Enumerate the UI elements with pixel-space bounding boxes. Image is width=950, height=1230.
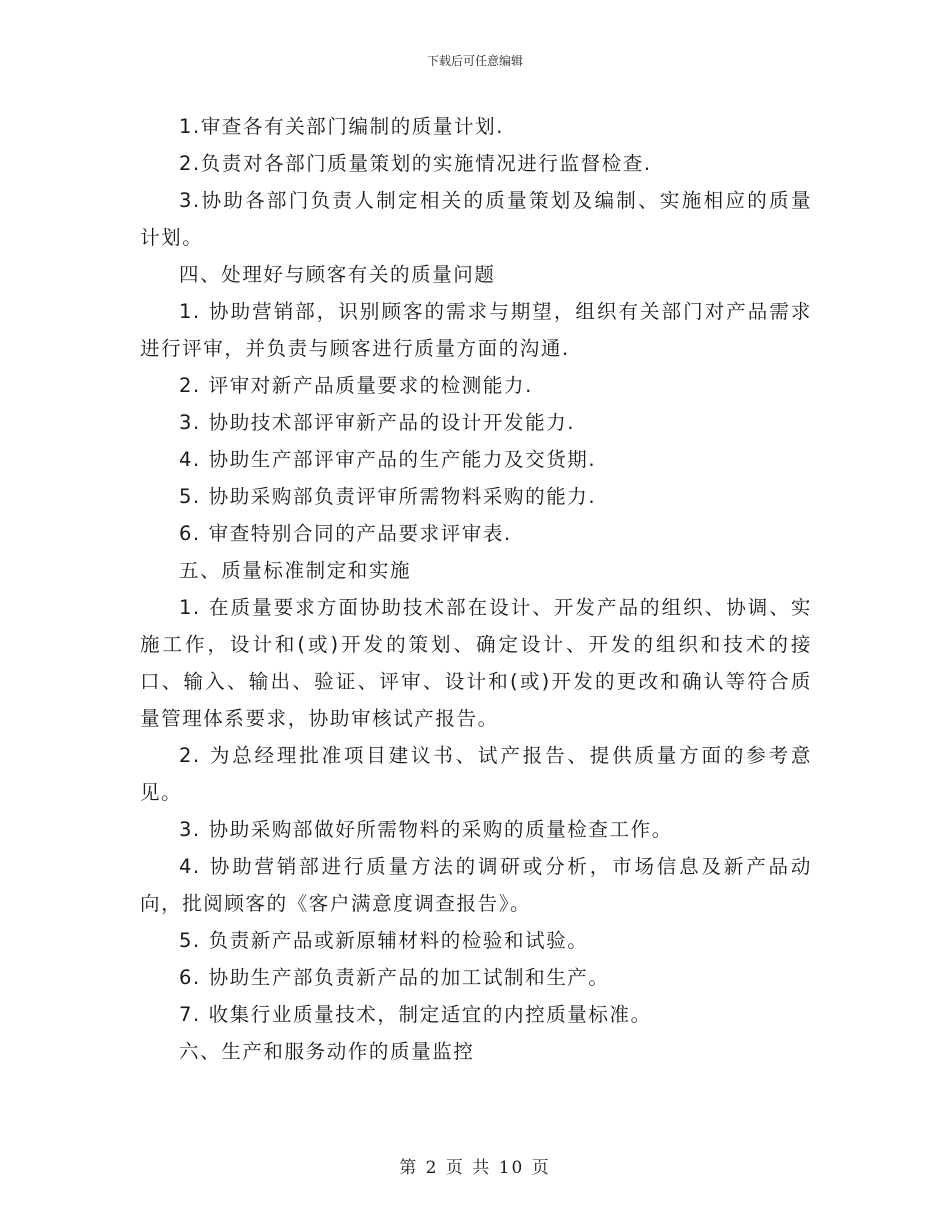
page-number-footer: 第 2 页 共 10 页 xyxy=(399,1158,551,1178)
paragraph: 2. 评审对新产品质量要求的检测能力. xyxy=(179,374,533,397)
paragraph: 5. 负责新产品或新原辅材料的检验和试验。 xyxy=(179,929,589,952)
paragraph: 1. 在质量要求方面协助技术部在设计、开发产品的组织、协调、实施工作，设计和(或)开发的策划、确定设计、开发的组织和技术的接口、输入、输出、验证、评审、设计和(或)开发的更改和确认等符合质量管理体系要求，协助审核试产报告。 xyxy=(140,596,812,730)
paragraph: 2. 为总经理批准项目建议书、试产报告、提供质量方面的参考意见。 xyxy=(140,744,812,804)
document-body xyxy=(140,108,812,1070)
paragraph: 3. 协助采购部做好所需物料的采购的质量检查工作。 xyxy=(179,818,673,841)
paragraph: 7. 收集行业质量技术，制定适宜的内控质量标准。 xyxy=(179,1003,652,1026)
section-heading: 四、处理好与顾客有关的质量问题 xyxy=(179,263,496,286)
paragraph: 5. 协助采购部负责评审所需物料采购的能力. xyxy=(179,485,597,508)
page-header: 下载后可任意编辑 xyxy=(426,54,523,68)
paragraph: 2.负责对各部门质量策划的实施情况进行监督检查. xyxy=(179,152,652,175)
paragraph: 1. 协助营销部，识别顾客的需求与期望，组织有关部门对产品需求进行评审，并负责与顾客进行质量方面的沟通. xyxy=(140,300,812,360)
paragraph: 6. 审查特别合同的产品要求评审表. xyxy=(179,522,512,545)
paragraph: 3.协助各部门负责人制定相关的质量策划及编制、实施相应的质量计划。 xyxy=(140,189,812,249)
paragraph: 4. 协助营销部进行质量方法的调研或分析，市场信息及新产品动向，批阅顾客的《客户满意度调查报告》。 xyxy=(140,855,812,915)
paragraph: 4. 协助生产部评审产品的生产能力及交货期. xyxy=(179,448,597,471)
section-heading: 五、质量标准制定和实施 xyxy=(179,559,412,582)
paragraph: 1.审查各有关部门编制的质量计划. xyxy=(179,115,505,138)
paragraph: 3. 协助技术部评审新产品的设计开发能力. xyxy=(179,411,576,434)
section-heading: 六、生产和服务动作的质量监控 xyxy=(179,1040,475,1063)
paragraph: 6. 协助生产部负责新产品的加工试制和生产。 xyxy=(179,966,610,989)
